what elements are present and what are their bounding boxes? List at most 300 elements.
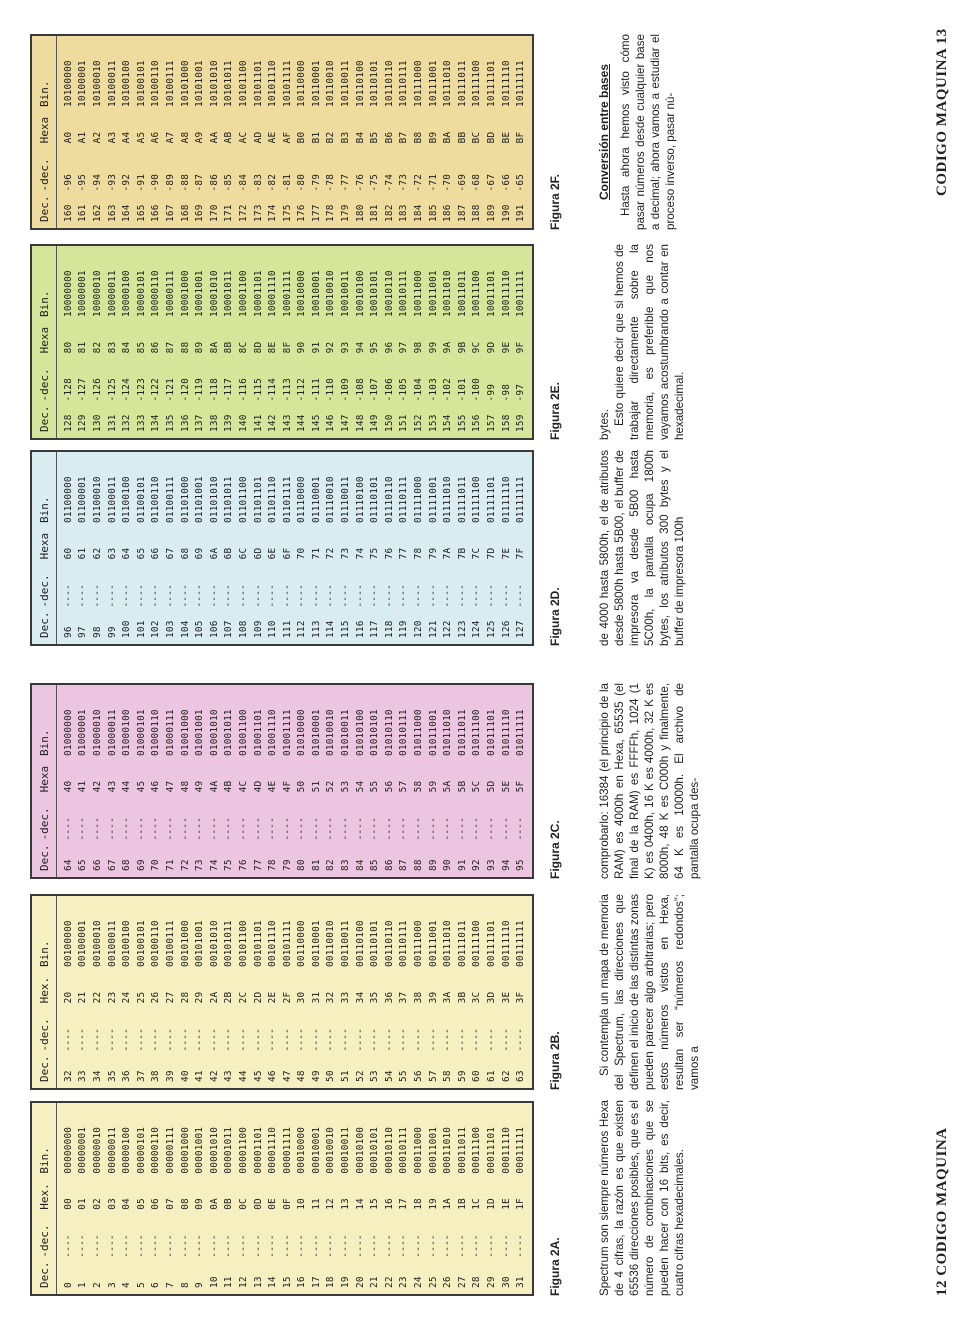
table-row	[499, 246, 514, 438]
cell-hex: 17	[398, 1198, 410, 1210]
cell-bin: 01101101	[252, 476, 264, 523]
cell-dec: 46	[267, 1070, 279, 1082]
cell-hex: B8	[413, 131, 425, 144]
cell-negdec: ----	[369, 817, 381, 841]
cell-bin: 10100011	[106, 60, 118, 107]
cell-dec: 40	[179, 1070, 191, 1082]
cell-bin: 10110000	[296, 60, 308, 107]
table-row	[119, 896, 134, 1088]
table-row	[76, 246, 91, 438]
cell-hex: 4E	[267, 780, 279, 793]
table-row	[251, 36, 266, 228]
cell-bin: 00101111	[281, 920, 293, 967]
cell-negdec: ----	[281, 1234, 293, 1258]
cell-negdec: ----	[223, 817, 235, 841]
cell-negdec: -124	[121, 378, 133, 402]
table-row	[426, 896, 441, 1088]
table-row	[499, 1103, 514, 1294]
text-column-5	[597, 244, 687, 440]
cell-dec: 60	[471, 1070, 483, 1082]
cell-dec: 7	[164, 1282, 176, 1288]
cell-negdec: ----	[456, 1234, 468, 1258]
cell-negdec: ----	[398, 584, 410, 608]
table-row	[207, 896, 222, 1088]
table-header	[32, 246, 57, 438]
cell-dec: 118	[383, 620, 395, 638]
cell-bin: 00111001	[427, 920, 439, 967]
paragraph: bytes.	[598, 409, 611, 440]
cell-negdec: ----	[267, 1028, 279, 1052]
cell-dec: 182	[383, 204, 395, 222]
cell-dec: 27	[456, 1276, 468, 1288]
cell-negdec: -68	[471, 173, 483, 192]
cell-bin: 01000110	[150, 709, 162, 756]
table-row	[207, 1103, 222, 1294]
table-row	[236, 36, 251, 228]
cell-bin: 01010110	[383, 709, 395, 756]
cell-dec: 146	[325, 414, 337, 432]
cell-hex: A3	[106, 131, 118, 144]
table-row	[324, 685, 339, 877]
cell-negdec: ----	[194, 817, 206, 841]
cell-negdec: ----	[325, 1234, 337, 1258]
cell-negdec: ----	[398, 817, 410, 841]
table-row	[61, 896, 76, 1088]
table-row	[338, 1103, 353, 1294]
cell-bin: 00011101	[486, 1126, 498, 1174]
table-row	[295, 246, 310, 438]
cell-hex: 07	[164, 1198, 176, 1210]
cell-bin: 00001111	[281, 1126, 293, 1174]
cell-dec: 158	[500, 414, 512, 432]
table-figura-2e	[30, 244, 534, 440]
cell-bin: 01110011	[340, 476, 352, 523]
cell-dec: 74	[208, 859, 220, 871]
cell-dec: 151	[398, 414, 410, 432]
cell-bin: 01110111	[398, 476, 410, 523]
cell-dec: 10	[208, 1276, 220, 1288]
cell-hex: 39	[427, 991, 439, 1004]
cell-bin: 10101111	[281, 60, 293, 107]
table-row	[382, 685, 397, 877]
cell-bin: 00000000	[62, 1126, 74, 1174]
cell-negdec: ----	[267, 817, 279, 841]
table-row	[265, 452, 280, 644]
cell-hex: 60	[62, 547, 74, 560]
cell-hex: 78	[413, 547, 425, 560]
table-row	[251, 685, 266, 877]
table-row	[367, 896, 382, 1088]
cell-negdec: -66	[500, 173, 512, 192]
cell-bin: 00000100	[121, 1126, 133, 1174]
cell-dec: 65	[77, 859, 89, 871]
cell-hex: 6E	[267, 547, 279, 560]
table-row	[411, 1103, 426, 1294]
cell-negdec: ----	[427, 817, 439, 841]
cell-bin: 10001101	[252, 270, 264, 317]
table-row	[309, 452, 324, 644]
table-row	[119, 36, 134, 228]
cell-bin: 01010101	[369, 709, 381, 756]
cell-negdec: ----	[413, 1028, 425, 1052]
cell-bin: 10101011	[223, 60, 235, 107]
cell-negdec: -77	[340, 173, 352, 192]
cell-bin: 01111101	[486, 476, 498, 523]
cell-hex: 06	[150, 1198, 162, 1210]
paragraph: comprobarlo: 16384 (el principio de la RAM) es 4000h en Hexa, 65535 (el final de la RAM) es FFFFh, 1024 (1 K) es 0400h, 16 K es 4000h, 32 K es 8000h, 48 K es C000h y finalmente, 64 K es 10000h. El archivo de pantalla ocupa des-	[598, 683, 701, 879]
cell-bin: 10110110	[383, 60, 395, 107]
cell-negdec: ----	[179, 817, 191, 841]
cell-negdec: ----	[62, 817, 74, 841]
cell-bin: 10000011	[106, 270, 118, 317]
cell-bin: 10011110	[500, 270, 512, 317]
cell-dec: 126	[500, 620, 512, 638]
cell-dec: 36	[121, 1070, 133, 1082]
cell-dec: 41	[194, 1070, 206, 1082]
cell-bin: 01100101	[135, 476, 147, 523]
cell-hex: 68	[179, 547, 191, 560]
cell-negdec: -65	[515, 173, 527, 192]
cell-hex: 29	[194, 991, 206, 1004]
cell-negdec: -91	[135, 173, 147, 192]
table-row	[105, 1103, 120, 1294]
table-row	[61, 246, 76, 438]
table-row	[265, 685, 280, 877]
cell-hex: 5B	[456, 780, 468, 793]
cell-hex: A6	[150, 131, 162, 144]
cell-hex: 3F	[515, 991, 527, 1004]
table-row	[265, 896, 280, 1088]
cell-negdec: ----	[383, 817, 395, 841]
cell-bin: 00001001	[194, 1126, 206, 1174]
table-row	[178, 896, 193, 1088]
cell-dec: 183	[398, 204, 410, 222]
table-row	[265, 36, 280, 228]
cell-negdec: ----	[296, 1234, 308, 1258]
cell-bin: 00101011	[223, 920, 235, 967]
cell-hex: 32	[325, 991, 337, 1004]
table-row	[61, 685, 76, 877]
cell-dec: 105	[194, 620, 206, 638]
cell-dec: 119	[398, 620, 410, 638]
cell-negdec: -81	[281, 173, 293, 192]
cell-dec: 76	[237, 859, 249, 871]
table-row	[251, 896, 266, 1088]
cell-hex: 53	[340, 780, 352, 793]
cell-negdec: ----	[340, 817, 352, 841]
table-row	[367, 685, 382, 877]
cell-hex: 85	[135, 341, 147, 354]
cell-negdec: -92	[121, 173, 133, 192]
cell-dec: 80	[296, 859, 308, 871]
cell-dec: 102	[150, 620, 162, 638]
cell-hex: 2F	[281, 991, 293, 1004]
cell-bin: 01011110	[500, 709, 512, 756]
header-negdec: -dec.	[37, 574, 51, 608]
cell-hex: 14	[354, 1198, 366, 1210]
table-body	[57, 896, 528, 1088]
cell-dec: 71	[164, 859, 176, 871]
table-row	[119, 246, 134, 438]
cell-dec: 101	[135, 620, 147, 638]
table-row	[470, 896, 485, 1088]
cell-hex: B2	[325, 131, 337, 144]
cell-negdec: ----	[354, 584, 366, 608]
header-dec: Dec.	[37, 1261, 51, 1288]
cell-negdec: -102	[442, 378, 454, 402]
cell-negdec: ----	[164, 1028, 176, 1052]
cell-dec: 144	[296, 414, 308, 432]
cell-bin: 00111010	[442, 920, 454, 967]
header-hex: Hexa	[37, 116, 51, 144]
cell-negdec: ----	[91, 817, 103, 841]
cell-hex: 0F	[281, 1198, 293, 1210]
cell-hex: 3B	[456, 991, 468, 1004]
cell-dec: 85	[369, 859, 381, 871]
cell-hex: 4D	[252, 780, 264, 793]
cell-negdec: ----	[442, 817, 454, 841]
table-row	[134, 1103, 149, 1294]
table-row	[76, 452, 91, 644]
cell-dec: 178	[325, 204, 337, 222]
cell-dec: 181	[369, 204, 381, 222]
header-bin: Bin.	[37, 290, 51, 317]
cell-dec: 14	[267, 1276, 279, 1288]
cell-dec: 19	[340, 1276, 352, 1288]
cell-hex: 1D	[486, 1198, 498, 1210]
table-row	[338, 896, 353, 1088]
cell-bin: 00111100	[471, 920, 483, 967]
cell-dec: 31	[515, 1276, 527, 1288]
header-dec: Dec.	[37, 405, 51, 432]
cell-bin: 01010111	[398, 709, 410, 756]
table-row	[61, 452, 76, 644]
cell-hex: 86	[150, 341, 162, 354]
cell-hex: AE	[267, 131, 279, 144]
cell-bin: 00010001	[310, 1126, 322, 1174]
cell-dec: 26	[442, 1276, 454, 1288]
table-row	[382, 246, 397, 438]
table-row	[236, 452, 251, 644]
cell-negdec: -105	[398, 378, 410, 402]
cell-hex: A9	[194, 131, 206, 144]
cell-dec: 103	[164, 620, 176, 638]
cell-bin: 00101010	[208, 920, 220, 967]
cell-hex: 34	[354, 991, 366, 1004]
cell-hex: 1C	[471, 1198, 483, 1210]
cell-dec: 114	[325, 620, 337, 638]
table-row	[513, 685, 528, 877]
cell-negdec: -101	[456, 378, 468, 402]
cell-bin: 10101000	[179, 60, 191, 107]
cell-bin: 10111111	[515, 60, 527, 107]
cell-bin: 01101111	[281, 476, 293, 523]
cell-negdec: ----	[164, 1234, 176, 1258]
cell-hex: B0	[296, 131, 308, 144]
header-dec: Dec.	[37, 1055, 51, 1082]
cell-negdec: ----	[77, 817, 89, 841]
table-row	[397, 1103, 412, 1294]
cell-hex: 38	[413, 991, 425, 1004]
cell-dec: 140	[237, 414, 249, 432]
cell-hex: 93	[340, 341, 352, 354]
cell-bin: 00111111	[515, 920, 527, 967]
cell-dec: 130	[91, 414, 103, 432]
cell-bin: 00111101	[486, 920, 498, 967]
cell-dec: 100	[121, 620, 133, 638]
cell-bin: 01000101	[135, 709, 147, 756]
header-hex: Hex.	[37, 976, 51, 1004]
cell-negdec: -76	[354, 173, 366, 192]
cell-hex: 21	[77, 991, 89, 1004]
cell-dec: 86	[383, 859, 395, 871]
cell-hex: 0A	[208, 1198, 220, 1210]
cell-bin: 10000101	[135, 270, 147, 317]
cell-negdec: ----	[442, 1028, 454, 1052]
cell-hex: 84	[121, 341, 133, 354]
text-column-4	[597, 450, 687, 646]
table-row	[484, 452, 499, 644]
table-row	[207, 452, 222, 644]
cell-bin: 00101101	[252, 920, 264, 967]
header-hex: Hex.	[37, 1183, 51, 1210]
cell-negdec: -80	[296, 173, 308, 192]
cell-bin: 01100111	[164, 476, 176, 523]
cell-hex: 59	[427, 780, 439, 793]
table-row	[163, 896, 178, 1088]
cell-hex: 57	[398, 780, 410, 793]
table-row	[90, 896, 105, 1088]
cell-dec: 49	[310, 1070, 322, 1082]
cell-hex: B1	[310, 131, 322, 144]
table-row	[338, 36, 353, 228]
cell-negdec: ----	[398, 1234, 410, 1258]
cell-hex: 48	[179, 780, 191, 793]
table-row	[163, 36, 178, 228]
paragraph: de 4000 hasta 5800h, el de atributos desde 5800h hasta 5B00, el buffer de impresora va desde 5B00 hasta 5C00h, la pantalla ocupa 1800h bytes, los atributos 300 bytes y el buffer de impresora 100h	[598, 450, 686, 646]
cell-dec: 150	[383, 414, 395, 432]
table-figura-2a	[30, 1101, 534, 1296]
cell-bin: 01110010	[325, 476, 337, 523]
cell-bin: 01111010	[442, 476, 454, 523]
cell-bin: 01001000	[179, 709, 191, 756]
cell-hex: A1	[77, 131, 89, 144]
cell-dec: 137	[194, 414, 206, 432]
cell-dec: 154	[442, 414, 454, 432]
table-row	[484, 246, 499, 438]
cell-negdec: -103	[427, 378, 439, 402]
cell-bin: 00010100	[354, 1126, 366, 1174]
cell-bin: 10010100	[354, 270, 366, 317]
cell-hex: 51	[310, 780, 322, 793]
cell-negdec: ----	[310, 1028, 322, 1052]
cell-negdec: ----	[500, 1028, 512, 1052]
cell-bin: 00111000	[413, 920, 425, 967]
table-row	[236, 896, 251, 1088]
cell-bin: 01011011	[456, 709, 468, 756]
table-row	[295, 685, 310, 877]
caption-figura-2e: Figura 2E.	[548, 381, 562, 440]
cell-dec: 68	[121, 859, 133, 871]
table-row	[440, 685, 455, 877]
cell-bin: 01101100	[237, 476, 249, 523]
table-row	[222, 246, 237, 438]
cell-dec: 109	[252, 620, 264, 638]
cell-bin: 01100100	[121, 476, 133, 523]
table-row	[353, 685, 368, 877]
table-row	[338, 452, 353, 644]
cell-hex: 41	[77, 780, 89, 793]
table-row	[192, 452, 207, 644]
table-row	[134, 452, 149, 644]
cell-bin: 01110000	[296, 476, 308, 523]
table-row	[61, 36, 76, 228]
cell-dec: 1	[77, 1282, 89, 1288]
cell-bin: 00001010	[208, 1126, 220, 1174]
table-row	[440, 452, 455, 644]
table-row	[149, 896, 164, 1088]
cell-bin: 00110000	[296, 920, 308, 967]
table-row	[397, 896, 412, 1088]
cell-hex: A0	[62, 131, 74, 144]
cell-dec: 79	[281, 859, 293, 871]
cell-dec: 147	[340, 414, 352, 432]
cell-negdec: ----	[194, 1234, 206, 1258]
cell-dec: 138	[208, 414, 220, 432]
cell-negdec: ----	[486, 1028, 498, 1052]
cell-negdec: -74	[383, 173, 395, 192]
cell-hex: 13	[340, 1198, 352, 1210]
cell-negdec: ----	[398, 1028, 410, 1052]
cell-negdec: ----	[325, 1028, 337, 1052]
cell-negdec: -72	[413, 173, 425, 192]
cell-hex: 7D	[486, 547, 498, 560]
cell-bin: 10000000	[62, 270, 74, 317]
cell-dec: 149	[369, 414, 381, 432]
caption-figura-2a: Figura 2A.	[548, 1237, 562, 1296]
cell-hex: 6A	[208, 547, 220, 560]
folio-left: 12 CODIGO MAQUINA	[934, 1127, 950, 1296]
cell-bin: 01111110	[500, 476, 512, 523]
cell-bin: 00010111	[398, 1126, 410, 1174]
cell-bin: 00010101	[369, 1126, 381, 1174]
text-column-2	[597, 894, 702, 1090]
cell-negdec: ----	[121, 584, 133, 608]
cell-negdec: -85	[223, 173, 235, 192]
cell-bin: 00001011	[223, 1126, 235, 1174]
table-row	[367, 246, 382, 438]
cell-bin: 01011111	[515, 709, 527, 756]
table-row	[134, 246, 149, 438]
cell-hex: 65	[135, 547, 147, 560]
cell-negdec: ----	[267, 1234, 279, 1258]
cell-dec: 45	[252, 1070, 264, 1082]
cell-bin: 01010010	[325, 709, 337, 756]
paragraph: Esto quiere decir que si hemos de trabajar directamente sobre la memoria, es preferible que nos vayamos acostumbrando a contar en hexadecimal.	[613, 244, 686, 440]
cell-negdec: ----	[354, 1234, 366, 1258]
header-dec: Dec.	[37, 611, 51, 638]
cell-bin: 00011001	[427, 1126, 439, 1174]
table-row	[163, 1103, 178, 1294]
cell-negdec: ----	[252, 1234, 264, 1258]
cell-dec: 95	[515, 859, 527, 871]
cell-hex: 40	[62, 780, 74, 793]
cell-negdec: -114	[267, 378, 279, 402]
cell-bin: 10110001	[310, 60, 322, 107]
cell-dec: 35	[106, 1070, 118, 1082]
cell-bin: 00000010	[91, 1126, 103, 1174]
cell-bin: 00101110	[267, 920, 279, 967]
